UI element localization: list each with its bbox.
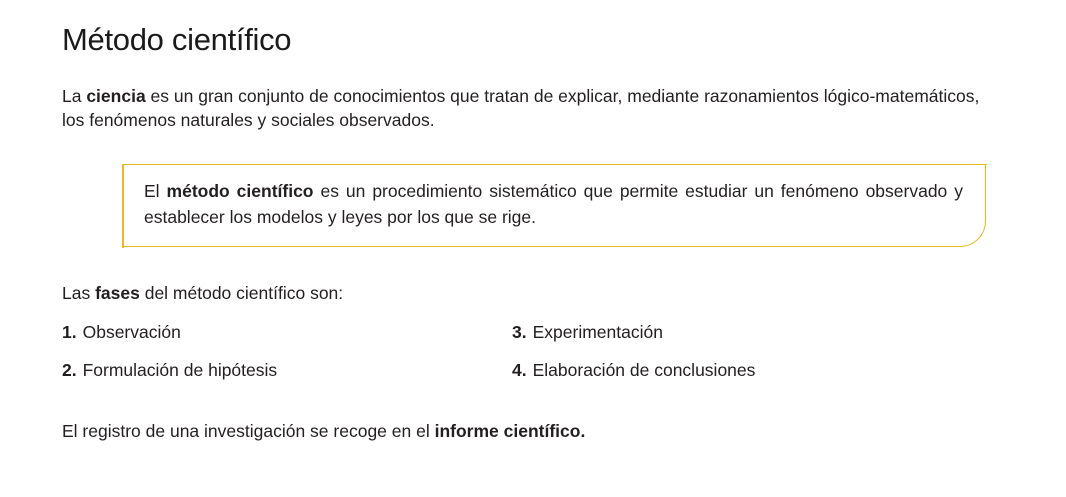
callout-top-border	[148, 164, 987, 166]
list-item-label: Observación	[82, 321, 181, 342]
phases-intro-bold-term: fases	[95, 283, 140, 304]
list-item	[62, 358, 512, 383]
list-item-label: Experimentación	[532, 321, 663, 342]
intro-bold-term: ciencia	[86, 85, 146, 106]
intro-paragraph	[62, 84, 986, 134]
intro-prefix: La	[62, 85, 87, 106]
definition-bold-term: método científico	[166, 181, 314, 202]
list-item-number: 1.	[62, 321, 77, 342]
closing-paragraph	[62, 419, 986, 444]
closing-bold-term: informe científico.	[434, 420, 586, 441]
list-item-label: Formulación de hipótesis	[82, 360, 278, 381]
list-item-label: Elaboración de conclusiones	[532, 360, 756, 381]
definition-callout	[124, 165, 986, 247]
list-item	[62, 320, 512, 345]
definition-callout-wrapper	[124, 165, 986, 247]
definition-text	[144, 179, 963, 230]
list-item-number: 2.	[62, 360, 77, 381]
phases-list	[62, 320, 986, 383]
intro-suffix: es un gran conjunto de conocimientos que tratan de explicar, mediante razonamientos lógico-matemáticos, los fenómenos naturales y sociales observados.	[62, 85, 980, 131]
definition-prefix: El	[144, 181, 167, 202]
callout-left-border	[122, 189, 124, 247]
phases-intro-prefix: Las	[62, 283, 96, 304]
list-item-number: 3.	[512, 321, 527, 342]
closing-prefix: El registro de una investigación se recoge en el	[62, 420, 435, 441]
phases-intro-paragraph	[62, 281, 986, 306]
list-item-number: 4.	[512, 360, 527, 381]
phases-intro-suffix: del método científico son:	[139, 283, 344, 304]
page-title: Método científico	[62, 22, 292, 57]
list-item	[512, 358, 986, 383]
definition-suffix: es un procedimiento sistemático que permite estudiar un fenómeno observado y establecer los modelos y leyes por los que se rige.	[144, 181, 963, 227]
list-item	[512, 320, 986, 345]
